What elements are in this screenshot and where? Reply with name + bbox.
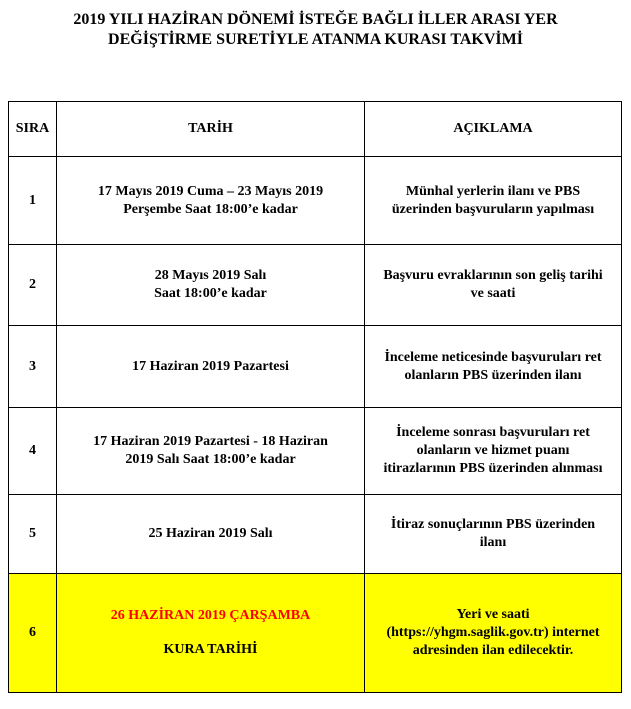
- row-tarih: [57, 495, 365, 574]
- tarih-line: 17 Haziran 2019 Pazartesi - 18 Haziran: [93, 434, 328, 449]
- table-row: [9, 326, 622, 408]
- aciklama-line: (https://yhgm.saglik.gov.tr) internet: [386, 625, 600, 640]
- aciklama-line: İnceleme sonrası başvuruları ret: [396, 425, 590, 440]
- row-tarih: [57, 245, 365, 326]
- aciklama-line: ve saati: [470, 286, 516, 301]
- row-sira: 2: [9, 245, 57, 326]
- row-tarih: [57, 157, 365, 245]
- row-sira: 5: [9, 495, 57, 574]
- header-tarih: TARİH: [57, 102, 365, 157]
- title-line-2: DEĞİŞTİRME SURETİYLE ATANMA KURASI TAKVİMİ: [108, 31, 523, 48]
- tarih-line: Saat 18:00’e kadar: [154, 286, 267, 301]
- aciklama-line: Başvuru evraklarının son geliş tarihi: [383, 268, 603, 283]
- row-aciklama: [365, 408, 622, 495]
- schedule-table: [8, 101, 622, 693]
- aciklama-line: adresinden ilan edilecektir.: [412, 643, 574, 658]
- aciklama-line: İnceleme neticesinde başvuruları ret: [384, 349, 602, 365]
- table-row-highlighted: [9, 574, 622, 693]
- row-aciklama: [365, 157, 622, 245]
- row-sira: 4: [9, 408, 57, 495]
- table-header-row: [9, 102, 622, 157]
- document-title: [0, 10, 631, 50]
- row-aciklama: [365, 245, 622, 326]
- kura-date: 26 HAZİRAN 2019 ÇARŞAMBA: [110, 608, 311, 623]
- aciklama-line: itirazlarının PBS üzerinden alınması: [383, 461, 603, 476]
- title-line-1: 2019 YILI HAZİRAN DÖNEMİ İSTEĞE BAĞLI İLLER ARASI YER: [73, 11, 558, 28]
- table-row: [9, 245, 622, 326]
- aciklama-line: Yeri ve saati: [456, 607, 530, 622]
- table-row: [9, 157, 622, 245]
- tarih-line: Perşembe Saat 18:00’e kadar: [123, 201, 298, 217]
- aciklama-line: üzerinden başvuruların yapılması: [391, 201, 595, 217]
- tarih-line: 28 Mayıs 2019 Salı: [154, 268, 267, 283]
- aciklama-line: olanların PBS üzerinden ilanı: [404, 367, 582, 383]
- row-sira: 1: [9, 157, 57, 245]
- row-sira: 6: [9, 574, 57, 693]
- table-row: [9, 495, 622, 574]
- table-row: [9, 408, 622, 495]
- row-tarih: [57, 326, 365, 408]
- row-aciklama: [365, 495, 622, 574]
- tarih-line: 17 Mayıs 2019 Cuma – 23 Mayıs 2019: [97, 183, 324, 199]
- row-aciklama: [365, 574, 622, 693]
- aciklama-line: olanların ve hizmet puanı: [416, 443, 570, 458]
- spacer: [61, 625, 360, 641]
- row-aciklama: [365, 326, 622, 408]
- aciklama-line: Münhal yerlerin ilanı ve PBS: [405, 183, 581, 199]
- row-sira: 3: [9, 326, 57, 408]
- row-tarih: [57, 408, 365, 495]
- kura-label: KURA TARİHİ: [163, 642, 258, 657]
- aciklama-line: İtiraz sonuçlarının PBS üzerinden: [390, 517, 596, 532]
- header-sira: SIRA: [9, 102, 57, 157]
- aciklama-line: ilanı: [479, 535, 507, 550]
- row-tarih: [57, 574, 365, 693]
- tarih-line: 2019 Salı Saat 18:00’e kadar: [125, 452, 296, 467]
- tarih-line: 17 Haziran 2019 Pazartesi: [132, 358, 289, 374]
- tarih-line: 25 Haziran 2019 Salı: [148, 526, 273, 541]
- header-aciklama: AÇIKLAMA: [365, 102, 622, 157]
